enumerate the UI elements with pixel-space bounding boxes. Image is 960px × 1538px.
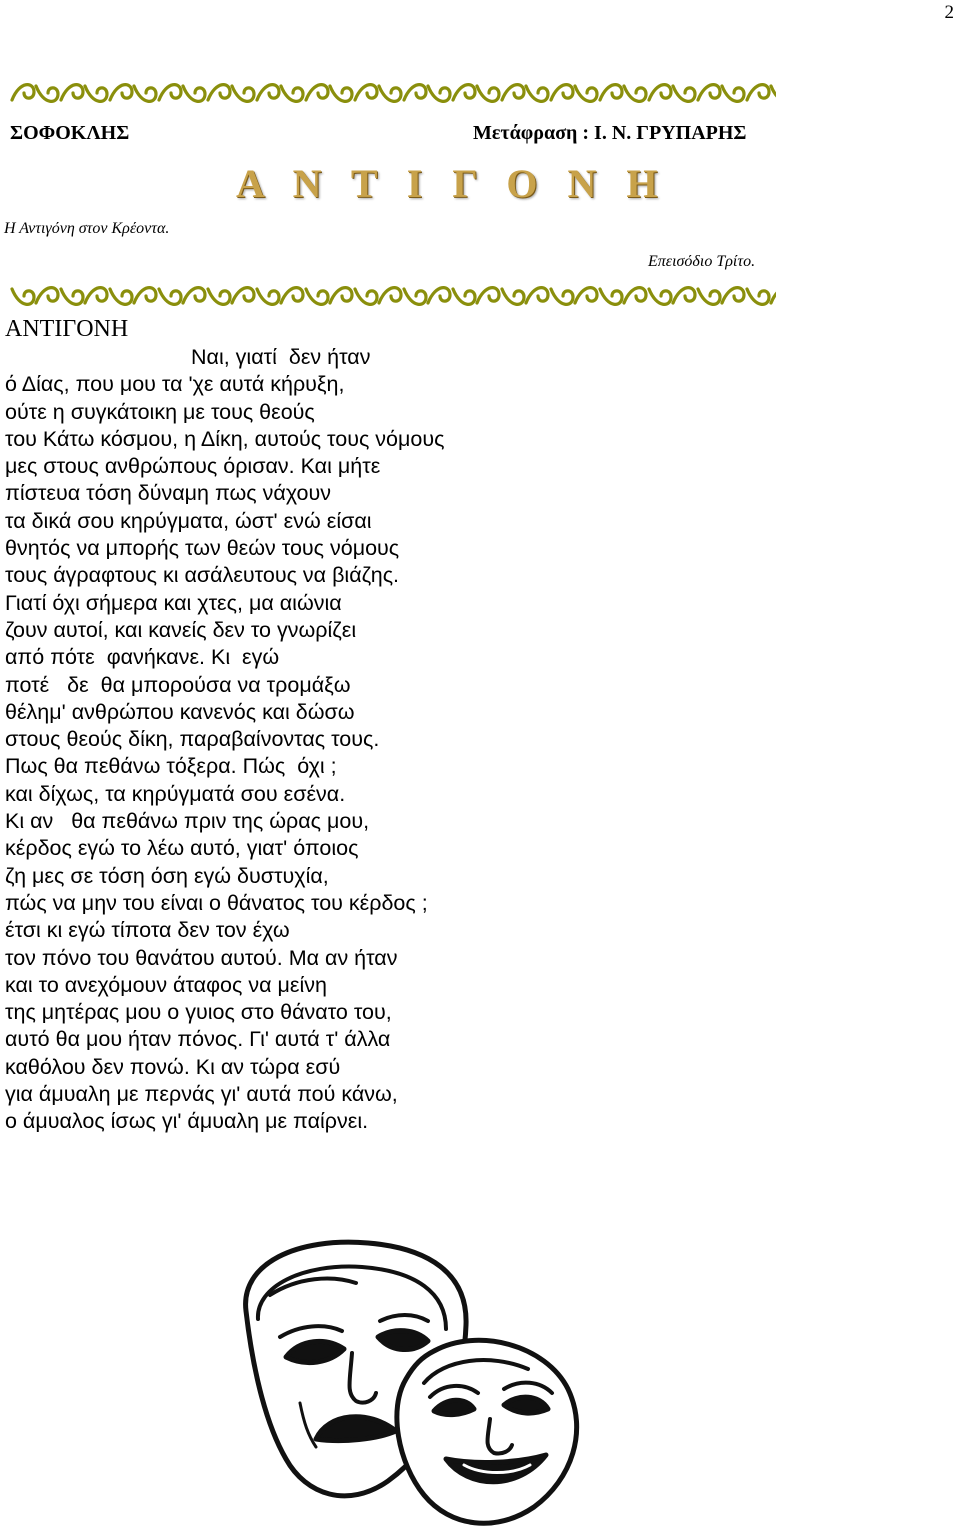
scene-caption: Η Αντιγόνη στον Κρέοντα. <box>4 220 170 237</box>
verse-line: ό Δίας, που μου τα 'χε αυτά κήρυξη, <box>5 372 345 397</box>
ornament-curl <box>61 85 107 102</box>
verse-line: και το ανεχόμουν άταφος να μείνη <box>5 972 327 997</box>
verse-line: του Κάτω κόσμου, η Δίκη, αυτούς τους νόμους <box>5 426 445 451</box>
ornament-curl <box>306 85 352 102</box>
ornament-curl <box>649 85 695 102</box>
verse-line: κέρδος εγώ το λέω αυτό, γιατ' όποιος <box>5 836 359 861</box>
ornament-curl <box>257 85 303 102</box>
verse-line: θέλημ' ανθρώπου κανενός και δώσω <box>5 699 355 724</box>
ornament-border-bottom <box>8 281 776 311</box>
ornament-curl <box>551 85 597 102</box>
verse-line: και δίχως, τα κηρύγματά σου εσένα. <box>5 781 346 806</box>
verse-line: πώς να μην του είναι ο θάνατος του κέρδος ; <box>5 890 428 915</box>
verse-line: ζη μες σε τόση όση εγώ δυστυχία, <box>5 863 329 888</box>
verse-line: πίστευα τόση δύναμη πως νάχουν <box>5 481 331 506</box>
play-title: Α Ν Τ Ι Γ Ο Ν Η <box>236 161 668 206</box>
ornament-curl <box>698 85 744 102</box>
verse-line: ζουν αυτοί, και κανείς δεν το γνωρίζει <box>5 617 357 642</box>
ornament-curl <box>404 85 450 102</box>
verse-line: ποτέ δε θα μπορούσα να τρομάξω <box>5 672 351 697</box>
verse-line: Πως θα πεθάνω τόξερα. Πώς όχι ; <box>5 754 337 779</box>
ornament-curl <box>698 288 744 305</box>
ornament-curl <box>355 85 401 102</box>
ornament-curl <box>453 288 499 305</box>
ornament-curl <box>110 288 156 305</box>
ornament-curl <box>159 85 205 102</box>
ornament-curl <box>404 288 450 305</box>
ornament-curl <box>453 85 499 102</box>
ornament-curl <box>208 85 254 102</box>
verse-line: ο άμυαλος ίσως γι' άμυαλη με παίρνει. <box>5 1109 369 1134</box>
ornament-curl <box>257 288 303 305</box>
author-name: ΣΟΦΟΚΛΗΣ <box>10 122 130 144</box>
verse-text <box>5 344 444 1136</box>
ornament-curl <box>649 288 695 305</box>
ornament-curl <box>355 288 401 305</box>
ornament-curl <box>306 288 352 305</box>
ornament-curl <box>551 288 597 305</box>
page-number: 2 <box>944 2 954 23</box>
theater-masks-icon <box>228 1233 584 1533</box>
verse-line: για άμυαλη με περνάς γι' αυτά πού κάνω, <box>5 1082 398 1107</box>
ornament-curl <box>747 85 776 102</box>
verse-line: τους άγραφτους κι ασάλευτους να βιάζης. <box>5 563 400 588</box>
verse-line: μες στους ανθρώπους όρισαν. Και μήτε <box>5 454 381 479</box>
verse-line: έτσι κι εγώ τίποτα δεν τον έχω <box>5 918 290 943</box>
ornament-curl <box>600 288 646 305</box>
ornament-border-top <box>8 78 776 108</box>
verse-line: καθόλου δεν πονώ. Κι αν τώρα εσύ <box>5 1054 341 1079</box>
verse-line: τα δικά σου κηρύγματα, ώστ' ενώ είσαι <box>5 508 372 533</box>
translator-credit: Μετάφραση : Ι. Ν. ΓΡΥΠΑΡΗΣ <box>473 122 747 144</box>
ornament-curl <box>159 288 205 305</box>
verse-line: Κι αν θα πεθάνω πριν της ώρας μου, <box>5 809 370 834</box>
ornament-curl <box>502 288 548 305</box>
ornament-curl <box>61 288 107 305</box>
ornament-curl <box>600 85 646 102</box>
ornament-curl <box>12 85 58 102</box>
verse-line: τον πόνο του θανάτου αυτού. Μα αν ήταν <box>5 945 398 970</box>
verse-line: θνητός να μπορής των θεών τους νόμους <box>5 536 400 561</box>
verse-line: της μητέρας μου ο γυιος στο θάνατο του, <box>5 1000 392 1025</box>
verse-line: Γιατί όχι σήμερα και χτες, μα αιώνια <box>5 590 342 615</box>
ornament-curl <box>110 85 156 102</box>
verse-line: Ναι, γιατί δεν ήταν <box>191 345 371 369</box>
speaker-name: ΑΝΤΙΓΟΝΗ <box>5 316 129 342</box>
verse-line: αυτό θα μου ήταν πόνος. Γι' αυτά τ' άλλα <box>5 1027 391 1052</box>
ornament-curl <box>208 288 254 305</box>
verse-line: στους θεούς δίκη, παραβαίνοντας τους. <box>5 727 380 752</box>
ornament-curl <box>747 288 776 305</box>
episode-label: Επεισόδιο Τρίτο. <box>648 253 756 270</box>
ornament-curl <box>12 288 58 305</box>
verse-line: ούτε η συγκάτοικη με τους θεούς <box>5 399 315 424</box>
verse-line: από πότε φανήκανε. Κι εγώ <box>5 645 280 670</box>
ornament-curl <box>502 85 548 102</box>
